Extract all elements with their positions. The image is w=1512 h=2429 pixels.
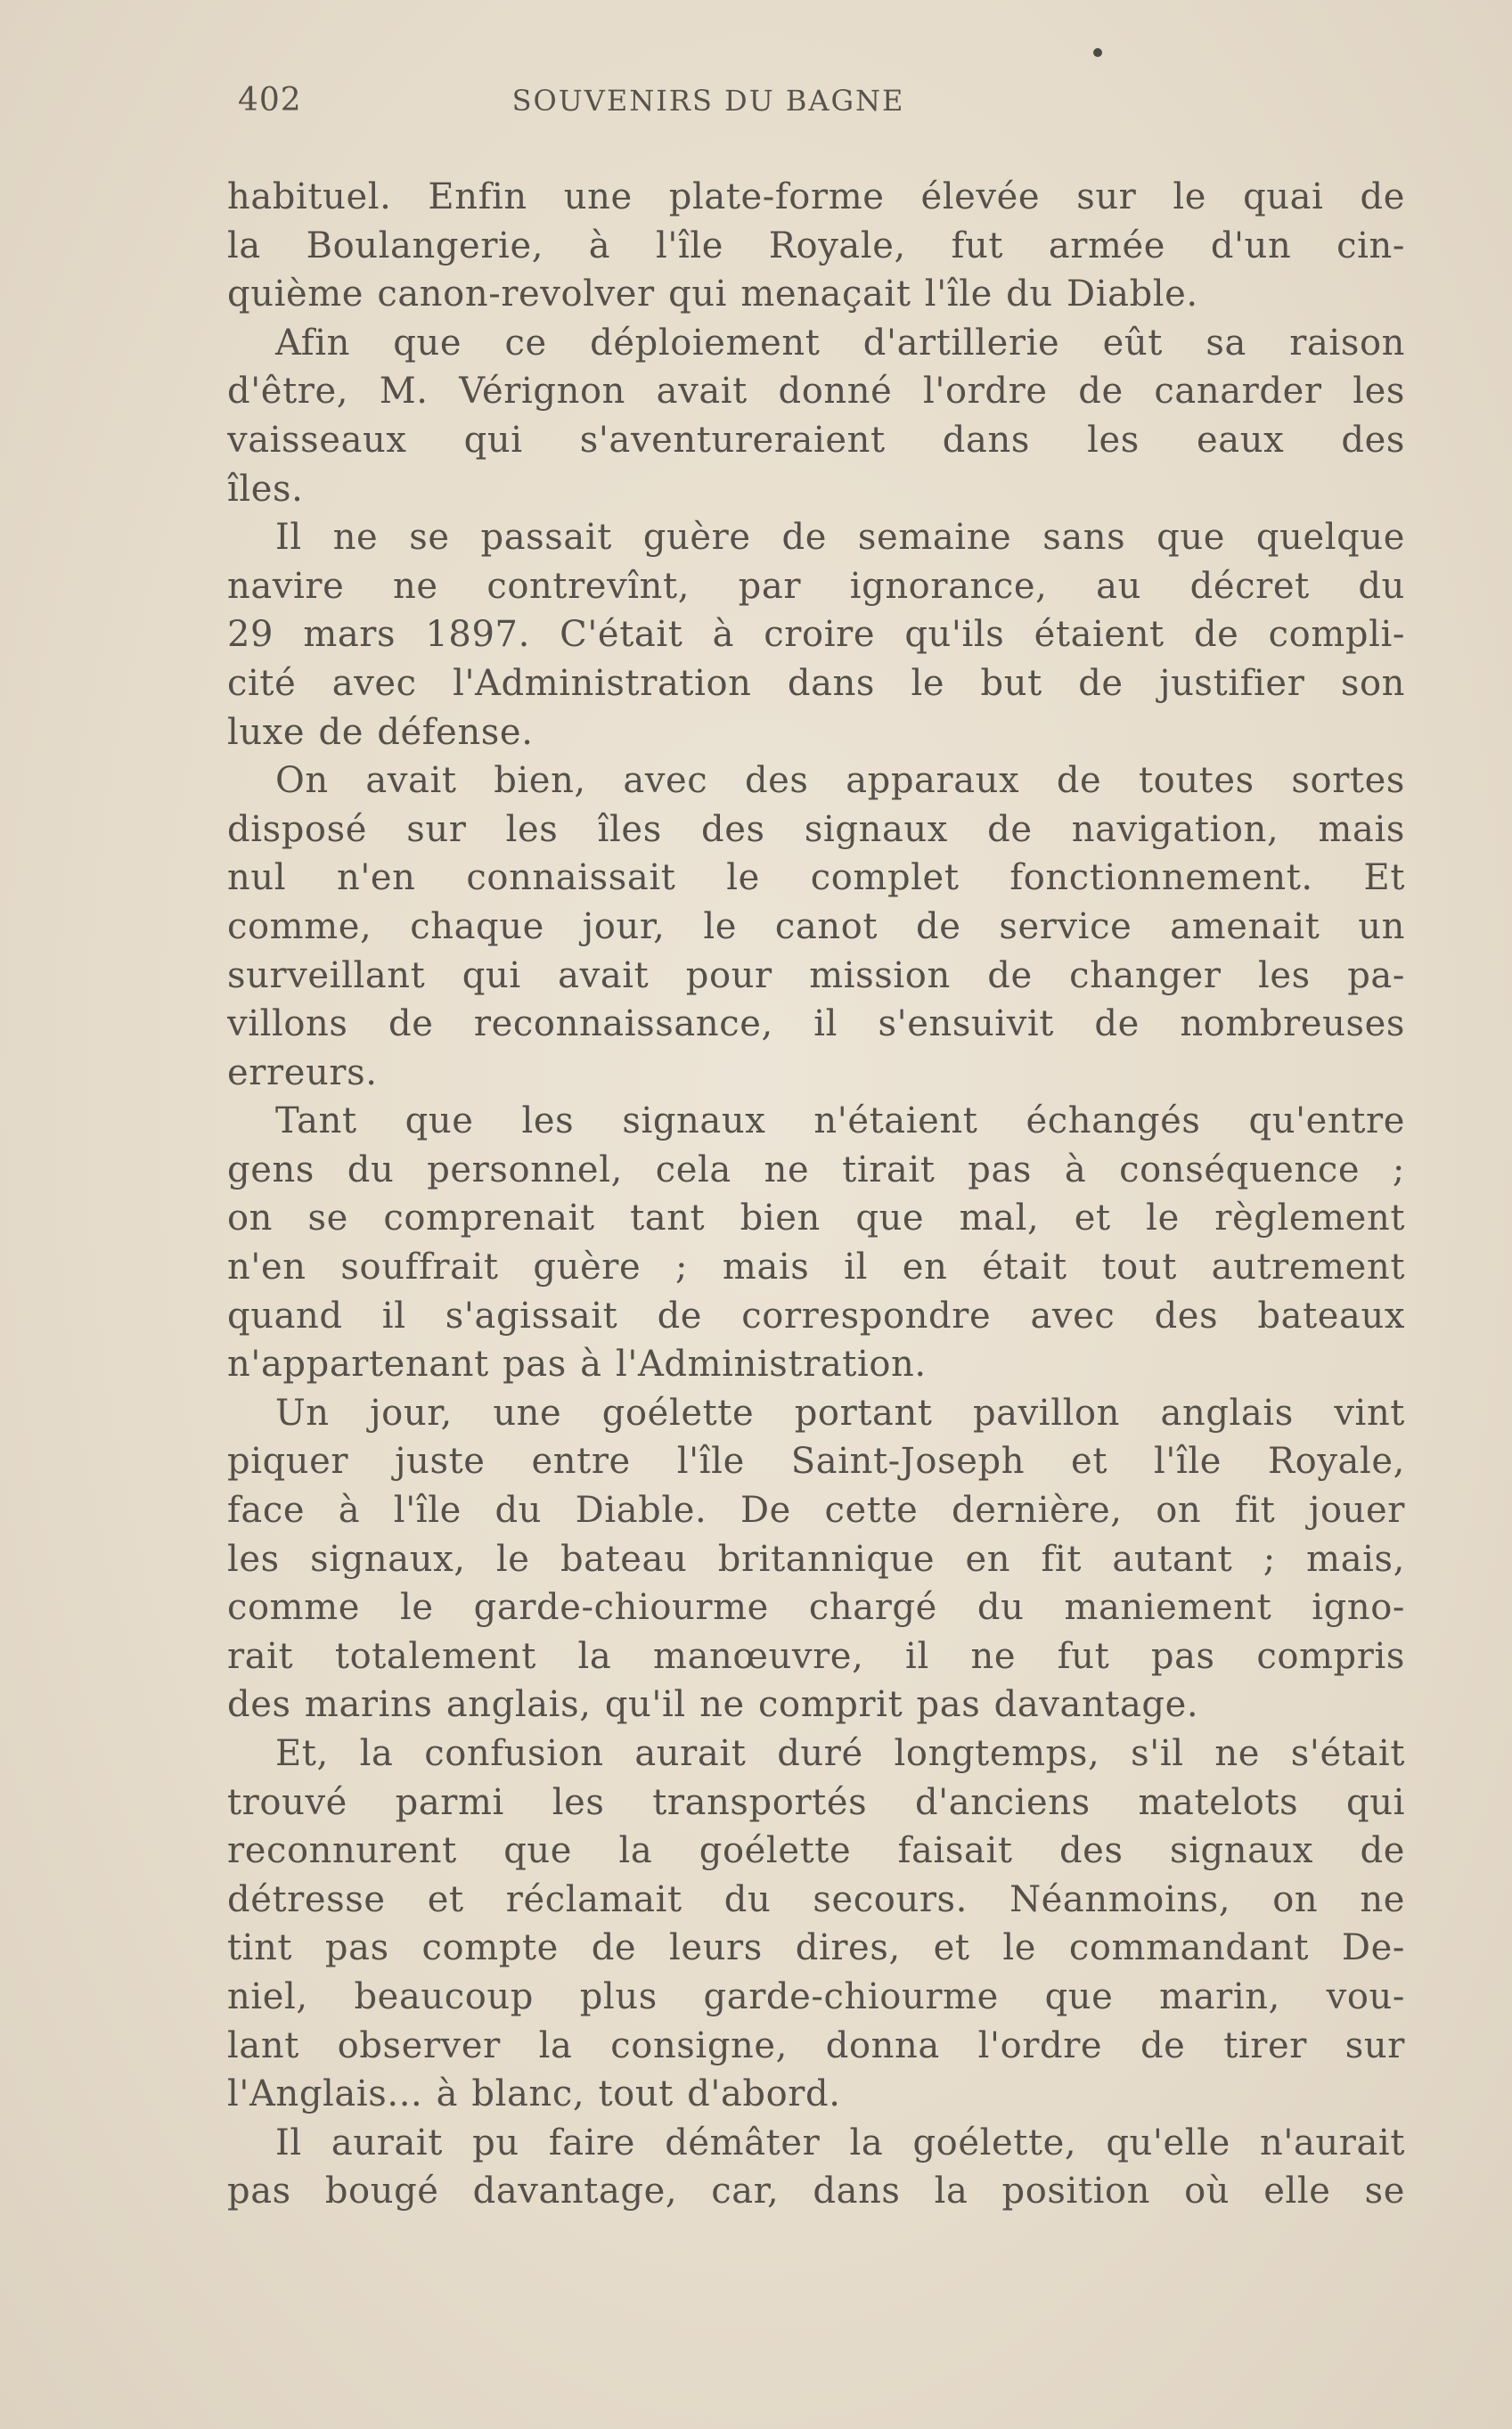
- text-line: vaisseaux qui s'aventureraient dans les eaux des: [227, 419, 1405, 461]
- text-line: On avait bien, avec des apparaux de toutes sortes: [275, 760, 1405, 802]
- page-number: 402: [238, 82, 302, 119]
- text-line: erreurs.: [227, 1051, 378, 1093]
- text-line: on se comprenait tant bien que mal, et le règlement: [227, 1198, 1405, 1239]
- text-line: pas bougé davantage, car, dans la position où elle se: [227, 2171, 1405, 2212]
- text-line: l'Anglais... à blanc, tout d'abord.: [227, 2073, 841, 2115]
- ink-dot: [1093, 48, 1102, 57]
- text-line: niel, beaucoup plus garde-chiourme que marin, vou-: [227, 1975, 1405, 2017]
- text-line: quand il s'agissait de correspondre avec des bateaux: [227, 1295, 1405, 1337]
- text-line: Il ne se passait guère de semaine sans que quelque: [275, 517, 1405, 559]
- text-line: Et, la confusion aurait duré longtemps, s'il ne s'était: [275, 1733, 1405, 1774]
- running-title: SOUVENIRS DU BAGNE: [511, 84, 905, 118]
- text-line: habituel. Enfin une plate-forme élevée sur le quai de: [227, 176, 1405, 217]
- text-line: comme, chaque jour, le canot de service amenait un: [227, 905, 1405, 947]
- text-line: d'être, M. Vérignon avait donné l'ordre de canarder les: [227, 371, 1405, 413]
- text-line: villons de reconnaissance, il s'ensuivit de nombreuses: [227, 1003, 1405, 1045]
- text-line: comme le garde-chiourme chargé du maniement igno-: [227, 1587, 1405, 1629]
- text-line: lant observer la consigne, donna l'ordre de tirer sur: [227, 2024, 1405, 2066]
- text-line: luxe de défense.: [227, 711, 534, 753]
- text-line: Afin que ce déploiement d'artillerie eût sa raison: [275, 322, 1405, 364]
- text-line: surveillant qui avait pour mission de changer les pa-: [227, 954, 1405, 996]
- text-line: trouvé parmi les transportés d'anciens matelots qui: [227, 1781, 1405, 1823]
- text-line: n'en souffrait guère ; mais il en était tout autrement: [227, 1247, 1405, 1288]
- text-line: quième canon-revolver qui menaçait l'île du Diable.: [227, 274, 1198, 315]
- text-line: Il aurait pu faire démâter la goélette, qu'elle n'aurait: [275, 2122, 1405, 2163]
- text-line: disposé sur les îles des signaux de navigation, mais: [227, 808, 1405, 850]
- text-line: piquer juste entre l'île Saint-Joseph et l'île Royale,: [227, 1441, 1405, 1483]
- text-line: Un jour, une goélette portant pavillon anglais vint: [275, 1392, 1405, 1434]
- text-line: face à l'île du Diable. De cette dernière, on fit jouer: [227, 1490, 1405, 1532]
- text-line: 29 mars 1897. C'était à croire qu'ils étaient de compli-: [227, 614, 1405, 656]
- text-line: nul n'en connaissait le complet fonctionnement. Et: [227, 857, 1405, 899]
- text-line: tint pas compte de leurs dires, et le commandant De-: [227, 1927, 1405, 1969]
- text-line: reconnurent que la goélette faisait des signaux de: [227, 1830, 1405, 1872]
- text-line: Tant que les signaux n'étaient échangés qu'entre: [275, 1100, 1405, 1142]
- text-line: n'appartenant pas à l'Administration.: [227, 1344, 927, 1386]
- body-text: [227, 173, 1405, 2216]
- text-line: navire ne contrevînt, par ignorance, au décret du: [227, 565, 1405, 607]
- text-line: cité avec l'Administration dans le but de justifier son: [227, 662, 1405, 704]
- text-line: rait totalement la manœuvre, il ne fut pas compris: [227, 1635, 1405, 1677]
- text-line: détresse et réclamait du secours. Néanmoins, on ne: [227, 1878, 1405, 1920]
- text-line: la Boulangerie, à l'île Royale, fut armée d'un cin-: [227, 225, 1405, 266]
- text-line: gens du personnel, cela ne tirait pas à conséquence ;: [227, 1149, 1405, 1190]
- text-line: des marins anglais, qu'il ne comprit pas davantage.: [227, 1684, 1199, 1726]
- page-header: [227, 82, 1189, 127]
- text-line: les signaux, le bateau britannique en fit autant ; mais,: [227, 1538, 1405, 1580]
- text-line: îles.: [227, 468, 304, 510]
